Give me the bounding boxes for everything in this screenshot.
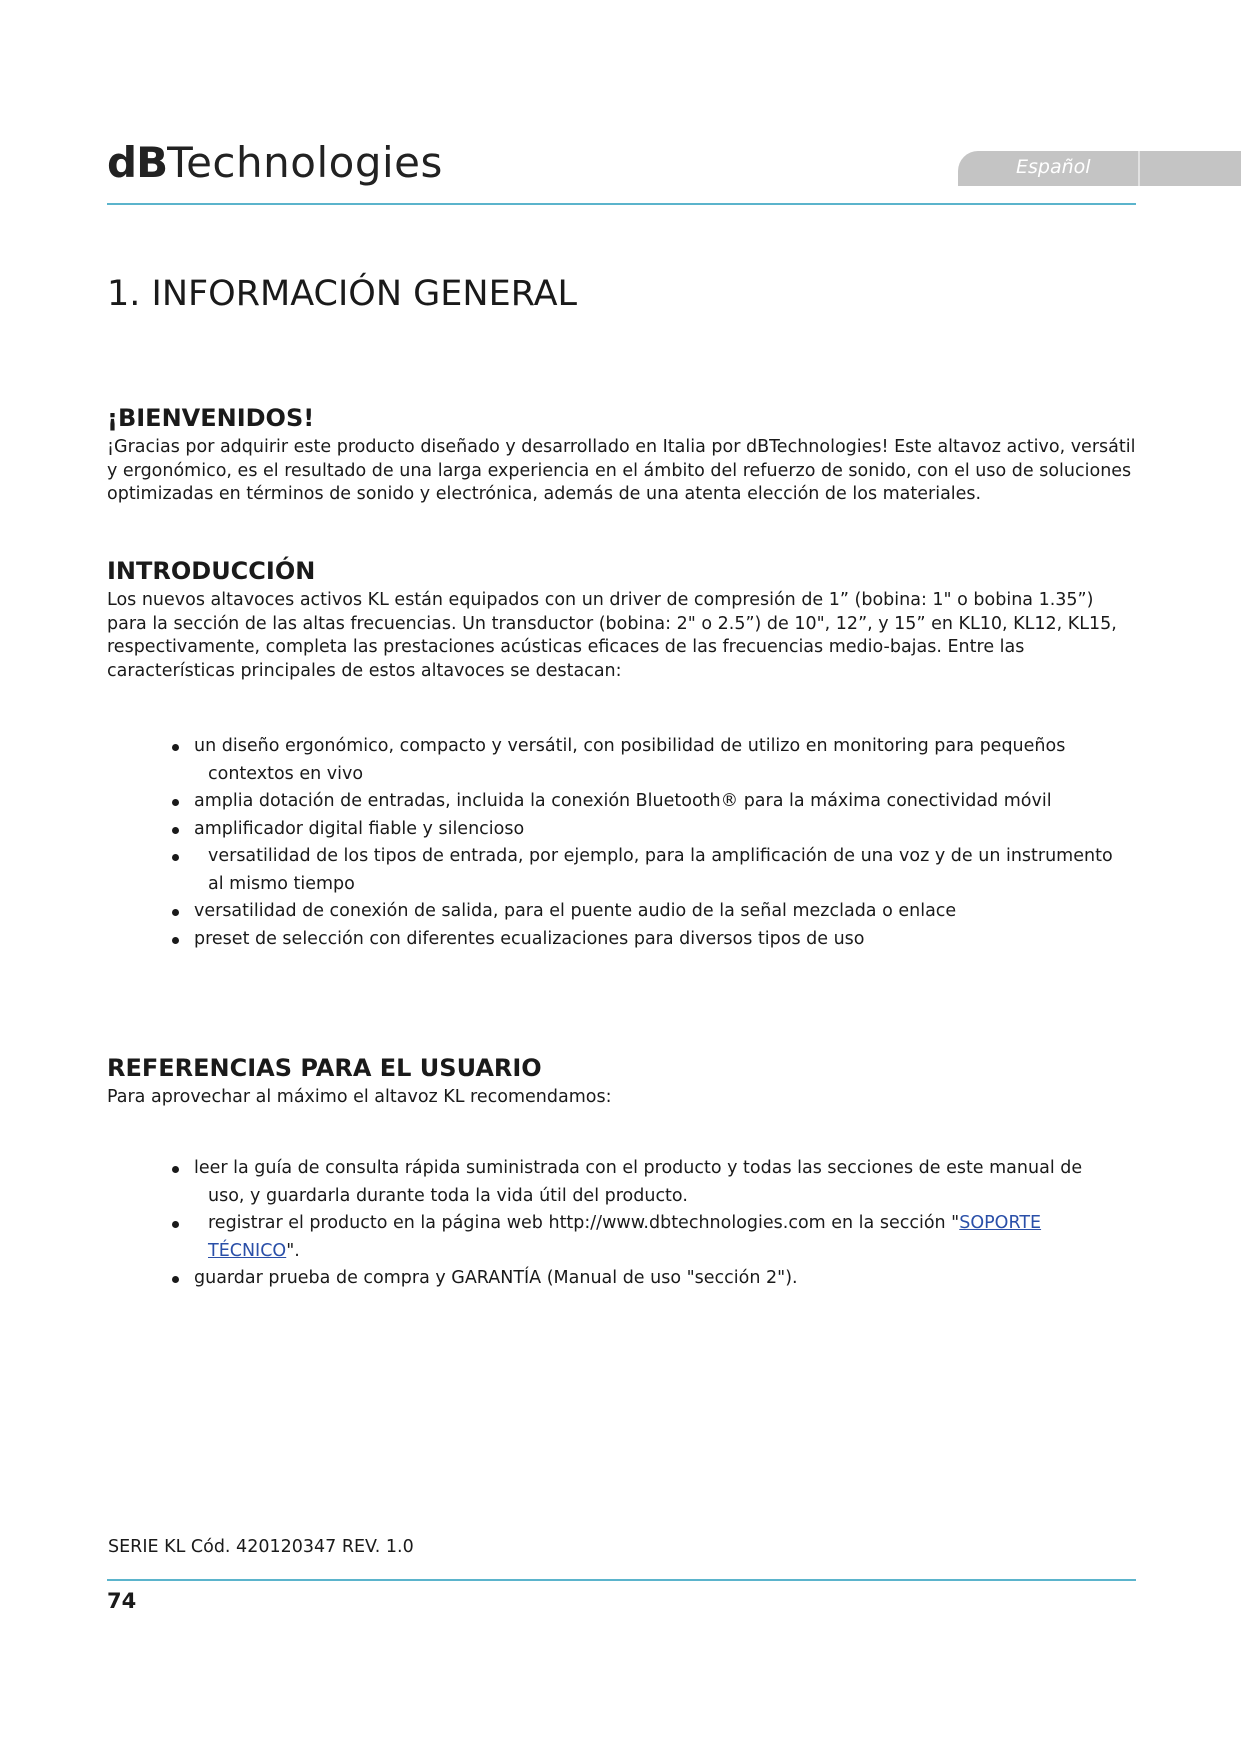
- list-item-text: guardar prueba de compra y GARANTÍA (Manual de uso "sección 2").: [194, 1268, 798, 1288]
- references-text: Para aprovechar al máximo el altavoz KL recomendamos:: [107, 1087, 612, 1107]
- register-text: registrar el producto en la página web http://www.dbtechnologies.com en la sección ": [208, 1213, 960, 1233]
- language-label: Español: [1016, 156, 1091, 178]
- list-item-text: un diseño ergonómico, compacto y versátil, con posibilidad de utilizo en monitoring para pequeños: [194, 736, 1066, 756]
- list-item: [170, 1265, 1135, 1293]
- list-item-continuation: al mismo tiempo: [208, 873, 355, 894]
- footer-document-code: SERIE KL Cód. 420120347 REV. 1.0: [108, 1537, 414, 1557]
- bullet-icon: [172, 799, 179, 806]
- brand-logo: [107, 138, 443, 187]
- list-item: [170, 1210, 1135, 1265]
- page-title: 1. INFORMACIÓN GENERAL: [107, 274, 578, 314]
- list-item-text: leer la guía de consulta rápida suministrada con el producto y todas las secciones de este manual de: [194, 1158, 1083, 1178]
- bullet-icon: [172, 937, 179, 944]
- list-item-text: amplificador digital fiable y silencioso: [194, 818, 525, 839]
- section-introduction: [107, 557, 1137, 683]
- list-item-text: versatilidad de los tipos de entrada, por ejemplo, para la amplificación de una voz y de un instrumento: [208, 846, 1113, 866]
- list-item-continuation: contextos en vivo: [208, 763, 364, 784]
- footer-rule: [107, 1579, 1136, 1581]
- section-user-references: [107, 1054, 1137, 1110]
- bullet-icon: [172, 744, 179, 751]
- welcome-heading: ¡BIENVENIDOS!: [107, 404, 315, 432]
- bullet-icon: [172, 1276, 179, 1283]
- introduction-text: Los nuevos altavoces activos KL están equipados con un driver de compresión de 1” (bobina: 1" o bobina 1.35”) para la sección de las altas frecuencias. Un transductor (bobina: 2" o 2.5”) de 10", 12”, y 15” en KL10, KL12, KL15, respectivamente, completa las prestaciones acústicas eficaces de las frecuencias medio-bajas. Entre las características principales de estos altavoces se destacan:: [107, 590, 1117, 681]
- list-item: [170, 898, 1135, 926]
- logo-db: dB: [107, 138, 168, 187]
- logo-technologies: Technologies: [167, 138, 443, 187]
- list-item: [170, 1155, 1135, 1210]
- bullet-icon: [172, 1166, 179, 1173]
- bullet-icon: [172, 854, 179, 861]
- list-item: [170, 816, 1135, 844]
- support-link-continued[interactable]: TÉCNICO: [208, 1240, 287, 1261]
- bullet-icon: [172, 827, 179, 834]
- section-welcome: [107, 404, 1137, 507]
- introduction-heading: INTRODUCCIÓN: [107, 557, 316, 585]
- register-text-end: ".: [286, 1240, 300, 1261]
- list-item-text: preset de selección con diferentes ecualizaciones para diversos tipos de uso: [194, 928, 865, 949]
- welcome-text: ¡Gracias por adquirir este producto diseñado y desarrollado en Italia por dBTechnologies! Este altavoz activo, versátil y ergonómico, es el resultado de una larga experiencia en el ámbito del refuerzo de sonido, con el uso de soluciones optimizadas en términos de sonido y electrónica, además de una atenta elección de los materiales.: [107, 437, 1136, 504]
- list-item-continuation: uso, y guardarla durante toda la vida útil del producto.: [208, 1185, 688, 1206]
- bullet-icon: [172, 1221, 179, 1228]
- language-tab: [958, 151, 1241, 186]
- support-link[interactable]: SOPORTE: [959, 1213, 1042, 1233]
- recommendations-list: [170, 1155, 1135, 1293]
- list-item: [170, 788, 1135, 816]
- language-tab-divider: [1138, 151, 1140, 186]
- features-list: [170, 733, 1135, 953]
- page-number: 74: [107, 1589, 137, 1613]
- list-item: [170, 843, 1135, 898]
- list-item-continuation: [194, 1238, 1135, 1266]
- bullet-icon: [172, 909, 179, 916]
- list-item-text: [194, 1213, 1041, 1233]
- list-item: [170, 926, 1135, 954]
- list-item: [170, 733, 1135, 788]
- header-rule: [107, 203, 1136, 205]
- references-heading: REFERENCIAS PARA EL USUARIO: [107, 1054, 542, 1082]
- list-item-text: amplia dotación de entradas, incluida la conexión Bluetooth® para la máxima conectividad móvil: [194, 791, 1052, 811]
- list-item-text: versatilidad de conexión de salida, para el puente audio de la señal mezclada o enlace: [194, 901, 957, 921]
